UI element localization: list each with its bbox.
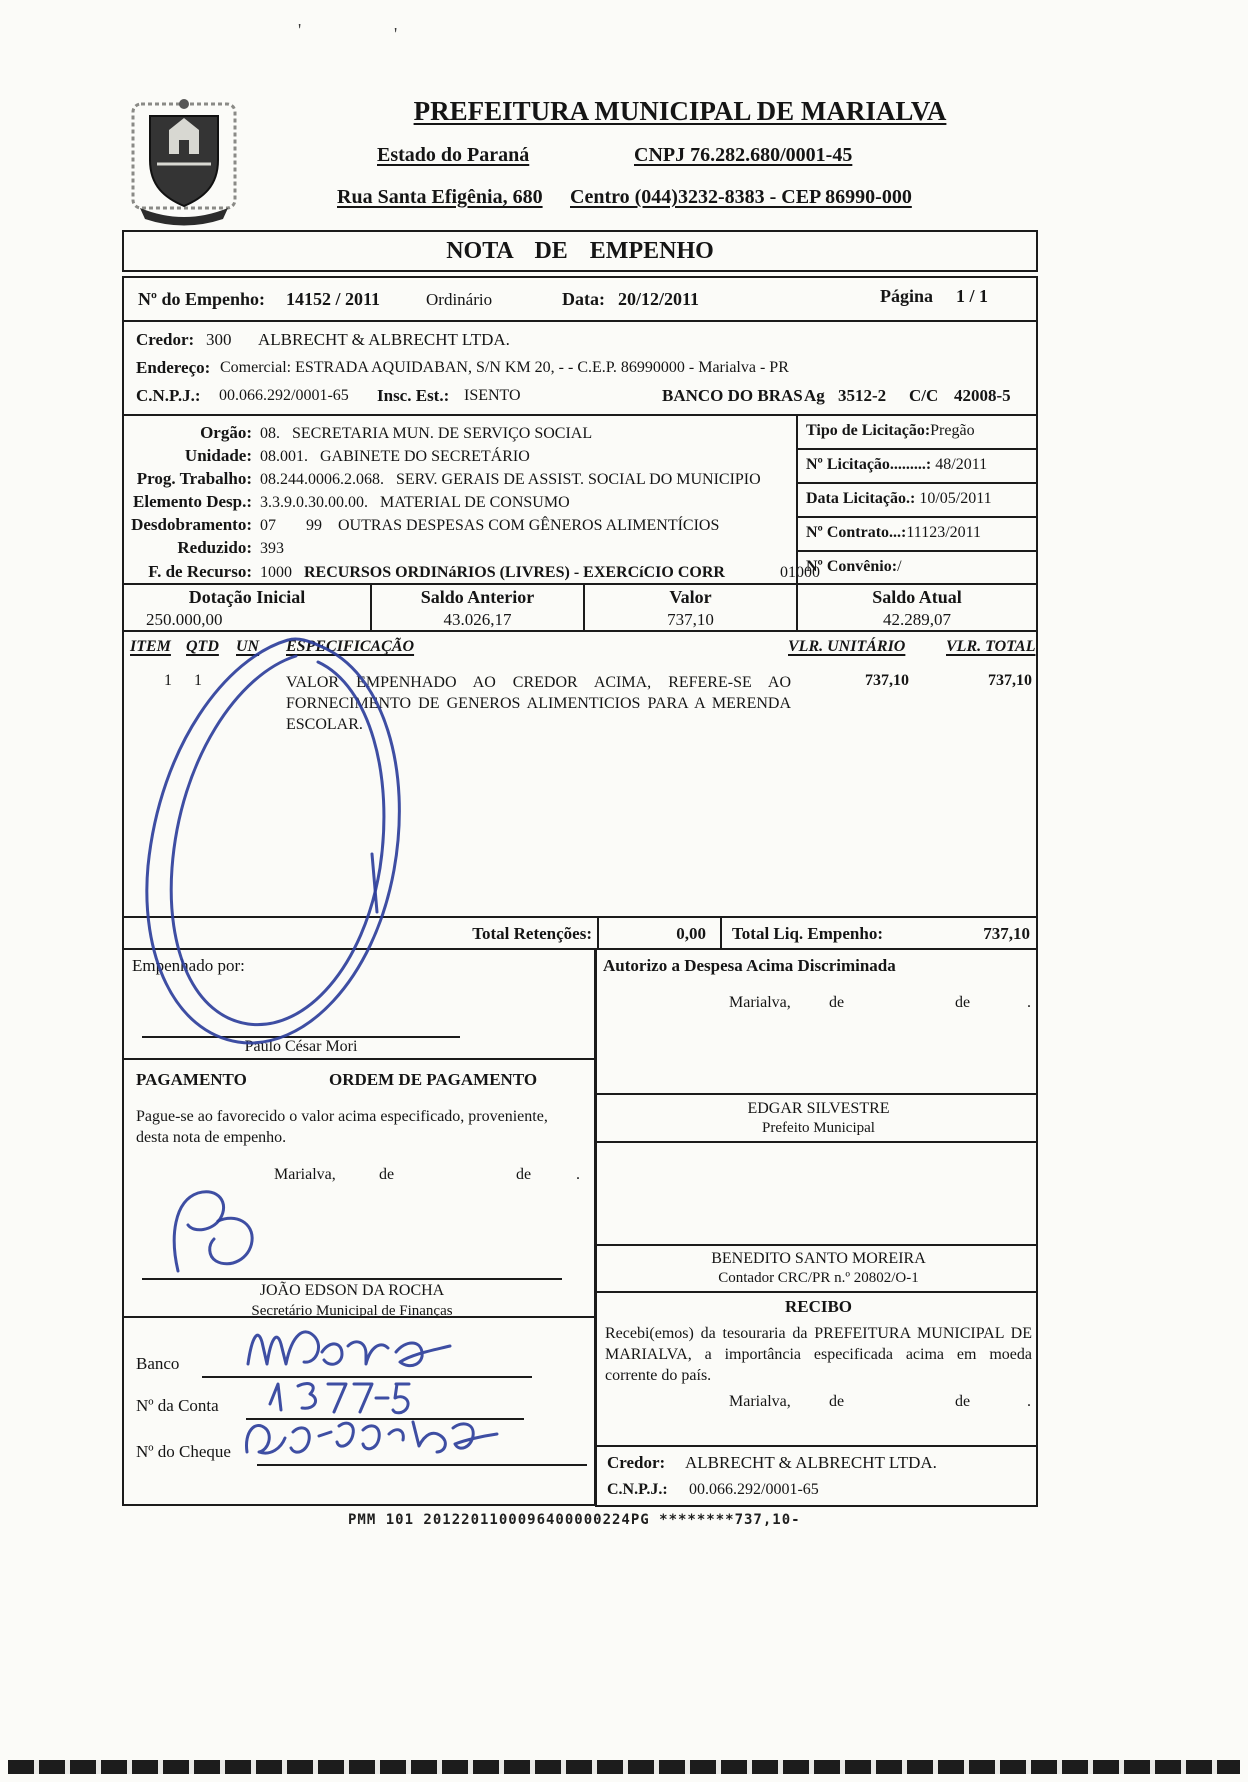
valor-value: 737,10	[667, 610, 714, 629]
cidade: Marialva,	[729, 994, 791, 1011]
handwritten-initials-signature	[162, 1185, 272, 1277]
autorizo-titulo: Autorizo a Despesa Acima Discriminada	[603, 956, 896, 975]
credor-code: 300	[206, 330, 232, 349]
empenho-type: Ordinário	[426, 290, 493, 309]
autorizo-box	[595, 948, 1038, 1095]
saldo-atual-header: Saldo Atual	[872, 587, 962, 607]
document-header	[122, 88, 1038, 228]
elemento-desp-label: Elemento Desp.:	[133, 492, 252, 511]
unidade-desc: GABINETE DO SECRETÁRIO	[320, 448, 530, 465]
scan-artifact: '	[394, 24, 398, 44]
desdobramento-line	[124, 515, 794, 535]
desdobramento-desc: OUTRAS DESPESAS COM GÊNEROS ALIMENTÍCIOS	[338, 517, 720, 534]
contador-cargo: Contador CRC/PR n.º 20802/O-1	[718, 1270, 919, 1286]
scan-artifact: '	[298, 20, 302, 40]
banco-fill-line	[202, 1376, 532, 1378]
empty-signature-box	[595, 1141, 1038, 1246]
credor-cnpj: 00.066.292/0001-65	[219, 387, 349, 404]
prefeito-nome: EDGAR SILVESTRE	[747, 1100, 890, 1117]
saldo-atual-value: 42.289,07	[883, 610, 951, 629]
empenho-date-label: Data:	[562, 289, 605, 309]
account-label: C/C	[909, 386, 939, 405]
ponto: .	[1027, 1393, 1031, 1410]
licitacao-tipo-label: Tipo de Licitação:	[806, 422, 931, 439]
handwritten-account-number	[262, 1376, 412, 1418]
item-unit-price: 737,10	[865, 672, 909, 689]
item-total-price: 737,10	[988, 672, 1032, 689]
prog-trabalho-label: Prog. Trabalho:	[136, 469, 252, 488]
totals-row	[122, 916, 1038, 950]
licitacao-numero-label: Nº Licitação.........:	[806, 456, 932, 473]
recibo-cnpj: 00.066.292/0001-65	[689, 1481, 819, 1498]
recibo-box	[595, 1291, 1038, 1447]
pagamento-box	[122, 1058, 596, 1318]
valor-header: Valor	[669, 587, 712, 607]
agency-number: 3512-2	[838, 386, 887, 405]
total-liquido-label: Total Liq. Empenho:	[732, 924, 883, 943]
saldo-anterior-header: Saldo Anterior	[420, 587, 535, 607]
licitacao-numero-row	[798, 450, 1038, 484]
ponto: .	[1027, 994, 1031, 1011]
state-label: Estado do Paraná	[377, 144, 530, 166]
handwritten-cheque-note	[239, 1414, 509, 1466]
item-description: VALOR EMPENHADO AO CREDOR ACIMA, REFERE-SE AO FORNECIMENTO DE GENEROS ALIMENTICIOS PARA A MERENDA ESCOLAR.	[286, 674, 791, 733]
recibo-cnpj-label: C.N.P.J.:	[607, 1481, 668, 1498]
bank-name: BANCO DO BRAS	[662, 386, 803, 405]
insc-est-value: ISENTO	[464, 387, 521, 404]
prog-trabalho-line	[124, 469, 794, 489]
header-address-2: Centro (044)3232-8383 - CEP 86990-000	[570, 186, 912, 208]
dot-matrix-footer: PMM 101 2012201100096400000224PG ********737,10-	[348, 1512, 801, 1528]
fonte-recurso-code: 1000	[260, 564, 292, 581]
cidade: Marialva,	[274, 1166, 336, 1183]
elemento-desp-desc: MATERIAL DE CONSUMO	[380, 494, 570, 511]
contador-signature-box	[595, 1244, 1038, 1293]
de: de	[829, 1393, 845, 1410]
col-vlr-unitario-header: VLR. UNITÁRIO	[788, 638, 906, 655]
convenio-row	[798, 552, 1038, 587]
pagamento-texto: Pague-se ao favorecido o valor acima especificado, proveniente, desta nota de empenho.	[136, 1108, 548, 1146]
unidade-code: 08.001.	[260, 448, 308, 465]
saldo-anterior-cell	[372, 585, 585, 630]
contrato-label: Nº Contrato...:	[806, 524, 907, 541]
unidade-label: Unidade:	[184, 446, 252, 465]
itens-box	[122, 630, 1038, 918]
recibo-texto: Recebi(emos) da tesouraria da PREFEITURA MUNICIPAL DE MARIALVA, a importância especificada acima em moeda corrente do país.	[605, 1325, 1032, 1384]
scan-edge-artifact	[8, 1760, 1240, 1774]
financas-cargo: Secretário Municipal de Finanças	[251, 1303, 453, 1319]
credor-name: ALBRECHT & ALBRECHT LTDA.	[258, 330, 510, 349]
total-retencoes-label: Total Retenções:	[472, 924, 592, 943]
licitacao-data-row	[798, 484, 1038, 518]
header-cnpj: CNPJ 76.282.680/0001-45	[634, 144, 853, 166]
contador-nome: BENEDITO SANTO MOREIRA	[711, 1250, 926, 1267]
licitacao-tipo: Pregão	[930, 422, 975, 439]
item-number: 1	[164, 672, 172, 689]
orgao-desc: SECRETARIA MUN. DE SERVIÇO SOCIAL	[292, 425, 593, 442]
page-number: 1 / 1	[956, 286, 989, 306]
empenhado-por-label: Empenhado por:	[132, 956, 245, 975]
orgao-code: 08.	[260, 425, 280, 442]
dotacao-inicial-value: 250.000,00	[146, 610, 223, 629]
licitacao-pane	[796, 416, 1038, 583]
orgao-label: Orgão:	[200, 423, 252, 442]
contrato-row	[798, 518, 1038, 552]
page-label: Página	[880, 286, 934, 306]
prefeito-signature-box	[595, 1093, 1038, 1143]
saldo-anterior-value: 43.026,17	[443, 610, 512, 629]
divider	[597, 918, 599, 948]
col-un-header: UN	[236, 638, 260, 655]
elemento-desp-code: 3.3.9.0.30.00.00.	[260, 494, 368, 511]
licitacao-data: 10/05/2011	[919, 490, 992, 507]
ponto: .	[576, 1166, 580, 1183]
cheque-label: Nº do Cheque	[136, 1442, 231, 1461]
de: de	[379, 1166, 395, 1183]
desdobramento-code-1: 07	[260, 517, 276, 534]
de: de	[955, 1393, 971, 1410]
saldos-table	[122, 583, 1038, 632]
dotacao-inicial-cell	[124, 585, 372, 630]
valor-cell	[585, 585, 798, 630]
conta-label: Nº da Conta	[136, 1396, 219, 1415]
fonte-recurso-label: F. de Recurso:	[148, 562, 252, 581]
col-especificacao-header: ESPECIFICAÇÃO	[286, 638, 415, 655]
orgao-line	[124, 423, 794, 443]
doc-title: NOTA DE EMPENHO	[446, 238, 714, 264]
recibo-credor-box	[595, 1445, 1038, 1507]
col-qtd-header: QTD	[186, 638, 219, 655]
item-qty: 1	[194, 672, 202, 689]
prog-trabalho-desc: SERV. GERAIS DE ASSIST. SOCIAL DO MUNICIPIO	[396, 471, 761, 488]
empenhado-por-box	[122, 948, 596, 1060]
credor-cnpj-label: C.N.P.J.:	[136, 386, 201, 405]
col-item-header: ITEM	[130, 638, 171, 655]
contrato-numero: 11123/2011	[906, 524, 982, 541]
fonte-recurso-desc: RECURSOS ORDINáRIOS (LIVRES) - EXERCíCIO CORR	[304, 564, 725, 581]
financas-nome: JOÃO EDSON DA ROCHA	[259, 1282, 445, 1299]
insc-est-label: Insc. Est.:	[377, 386, 450, 405]
divider	[720, 918, 722, 948]
cidade: Marialva,	[729, 1393, 791, 1410]
reduzido-line	[124, 538, 794, 558]
licitacao-data-label: Data Licitação.:	[806, 490, 916, 507]
empenho-number: 14152 / 2011	[286, 289, 381, 309]
empenho-number-label: Nº do Empenho:	[138, 289, 265, 309]
classificacao-box	[122, 414, 1038, 585]
licitacao-tipo-row	[798, 416, 1038, 450]
signature-line	[142, 1278, 562, 1280]
municipal-crest-logo	[126, 92, 242, 226]
credor-address-label: Endereço:	[136, 358, 211, 377]
reduzido-label: Reduzido:	[177, 538, 252, 557]
total-liquido-value: 737,10	[983, 924, 1030, 943]
convenio-label: Nº Convênio:	[806, 558, 898, 575]
col-vlr-total-header: VLR. TOTAL	[946, 638, 1036, 655]
saldo-atual-cell	[798, 585, 1036, 630]
handwritten-bank-name	[242, 1320, 472, 1376]
account-number: 42008-5	[954, 386, 1011, 405]
credor-label: Credor:	[136, 330, 195, 349]
agency-label: Ag	[804, 386, 825, 405]
prog-trabalho-code: 08.244.0006.2.068.	[260, 471, 384, 488]
convenio-valor: /	[897, 558, 902, 575]
unidade-line	[124, 446, 794, 466]
doc-title-box	[122, 230, 1038, 272]
elemento-desp-line	[124, 492, 794, 512]
fonte-recurso-line	[124, 562, 820, 582]
de: de	[829, 994, 845, 1011]
desdobramento-label: Desdobramento:	[131, 515, 252, 534]
desdobramento-code-2: 99	[306, 517, 322, 534]
de: de	[955, 994, 971, 1011]
recibo-titulo: RECIBO	[784, 1297, 853, 1316]
recibo-credor-label: Credor:	[607, 1453, 666, 1472]
ordem-pagamento-titulo: ORDEM DE PAGAMENTO	[329, 1070, 538, 1089]
reduzido-value: 393	[260, 540, 284, 557]
credor-box	[122, 320, 1038, 416]
banco-conta-cheque-box	[122, 1316, 596, 1506]
recibo-credor-nome: ALBRECHT & ALBRECHT LTDA.	[685, 1453, 937, 1472]
credor-address: Comercial: ESTRADA AQUIDABAN, S/N KM 20, - - C.E.P. 86990000 - Marialva - PR	[220, 359, 789, 376]
dotacao-inicial-header: Dotação Inicial	[188, 587, 306, 607]
empenhado-por-nome: Paulo César Mori	[244, 1038, 358, 1055]
de: de	[516, 1166, 532, 1183]
total-retencoes-value: 0,00	[676, 924, 706, 943]
conta-fill-line	[246, 1418, 524, 1420]
banco-label: Banco	[136, 1354, 180, 1373]
header-address: Rua Santa Efigênia, 680	[337, 186, 543, 208]
licitacao-numero: 48/2011	[935, 456, 988, 473]
empenho-info-row	[122, 276, 1038, 322]
municipality-title: PREFEITURA MUNICIPAL DE MARIALVA	[413, 96, 947, 126]
cheque-fill-line	[257, 1464, 587, 1466]
fonte-recurso-extra: 01000	[779, 564, 820, 581]
prefeito-cargo: Prefeito Municipal	[762, 1120, 875, 1136]
pagamento-titulo: PAGAMENTO	[136, 1070, 247, 1089]
empenho-date: 20/12/2011	[618, 289, 700, 309]
